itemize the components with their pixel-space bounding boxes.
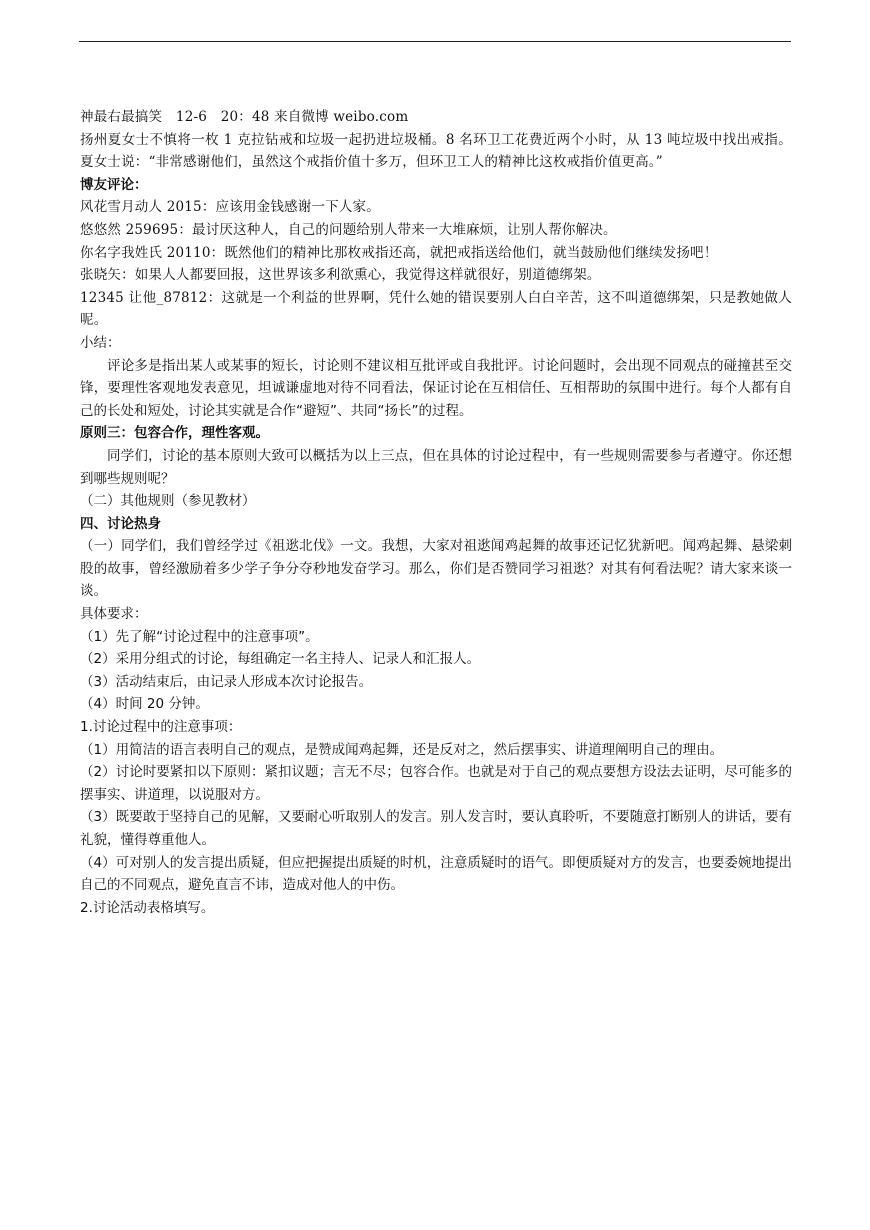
note-2: （2）讨论时要紧扣以下原则：紧扣议题；言无不尽；包容合作。也就是对于自己的观点要想方设法去证明，尽可能多的摆事实、讲道理，以说服对方。 [80, 764, 792, 803]
notes-title: 1.讨论过程中的注意事项： [80, 719, 242, 736]
comment-1: 风花雪月动人 2015：应该用金钱感谢一下人家。 [80, 199, 380, 216]
section-four-heading: 四、讨论热身 [80, 515, 161, 532]
comments-heading: 博友评论： [80, 176, 148, 193]
note-4: （4）可对别人的发言提出质疑，但应把握提出质疑的时机，注意质疑时的语气。即便质疑对方的发言，也要委婉地提出自己的不同观点，避免直言不讳，造成对他人的中伤。 [80, 854, 792, 894]
note-1: （1）用简洁的语言表明自己的观点，是赞成闻鸡起舞，还是反对之，然后摆事实、讲道理阐明自己的理由。 [80, 741, 724, 758]
other-rules-line: （二）其他规则（参见教材） [80, 493, 256, 510]
requirement-1: （1）先了解“讨论过程中的注意事项”。 [80, 628, 319, 645]
requirements-label: 具体要求： [80, 606, 148, 623]
comment-4: 张晓矢：如果人人都要回报，这世界该多利欲熏心，我觉得这样就很好，别道德绑架。 [80, 267, 601, 284]
table-note: 2.讨论活动表格填写。 [80, 899, 215, 916]
weibo-meta: 神最右最搞笑 12-6 20：48 来自微博 weibo.com [80, 109, 409, 125]
transition-paragraph: 同学们，讨论的基本原则大致可以概括为以上三点，但在具体的讨论过程中，有一些规则需要参与者遵守。你还想到哪些规则呢？ [80, 447, 792, 487]
requirement-3: （3）活动结束后，由记录人形成本次讨论报告。 [80, 673, 373, 690]
comment-3: 你名字我姓氏 20110：既然他们的精神比那枚戒指还高，就把戒指送给他们，就当鼓励他们继续发扬吧！ [80, 244, 718, 261]
comment-2: 悠悠然 259695：最讨厌这种人，自己的问题给别人带来一大堆麻烦，让别人帮你解决。 [80, 221, 617, 238]
summary-text: 评论多是指出某人或某事的短长，讨论则不建议相互批评或自我批评。讨论问题时，会出现不同观点的碰撞甚至交锋，要理性客观地发表意见，坦诚谦虚地对待不同看法，保证讨论在互相信任、互相帮助的氛围中进行。每个人都有自己的长处和短处，讨论其实就是合作“避短”、共同“扬长”的过程。 [80, 357, 792, 419]
summary-label: 小结： [80, 334, 121, 351]
note-3: （3）既要敢于坚持自己的见解，又要耐心听取别人的发言。别人发言时，要认真聆听，不要随意打断别人的讲话，要有礼貌，懂得尊重他人。 [80, 809, 792, 848]
comment-5: 12345 让他_87812：这就是一个利益的世界啊，凭什么她的错误要别人白白辛苦，这不叫道德绑架，只是教她做人呢。 [80, 289, 792, 329]
weibo-story: 扬州夏女士不慎将一枚 1 克拉钻戒和垃圾一起扔进垃圾桶。8 名环卫工花费近两个小时，从 13 吨垃圾中找出戒指。夏女士说：“非常感谢他们，虽然这个戒指价值十多万，但环卫工人的精神比这枚戒指价值更高。” [80, 131, 792, 171]
requirement-2: （2）采用分组式的讨论，每组确定一名主持人、记录人和汇报人。 [80, 651, 481, 668]
header-rule [79, 41, 791, 42]
requirement-4: （4）时间 20 分钟。 [80, 696, 209, 713]
section-four-intro: （一）同学们，我们曾经学过《祖逖北伐》一文。我想，大家对祖逖闻鸡起舞的故事还记忆犹新吧。闻鸡起舞、悬梁刺股的故事，曾经激励着多少学子争分夺秒地发奋学习。那么，你们是否赞同学习祖逖？对其有何看法呢？请大家来谈一谈。 [80, 538, 792, 600]
principle-three-heading: 原则三：包容合作，理性客观。 [80, 425, 269, 442]
document-body [80, 106, 792, 919]
